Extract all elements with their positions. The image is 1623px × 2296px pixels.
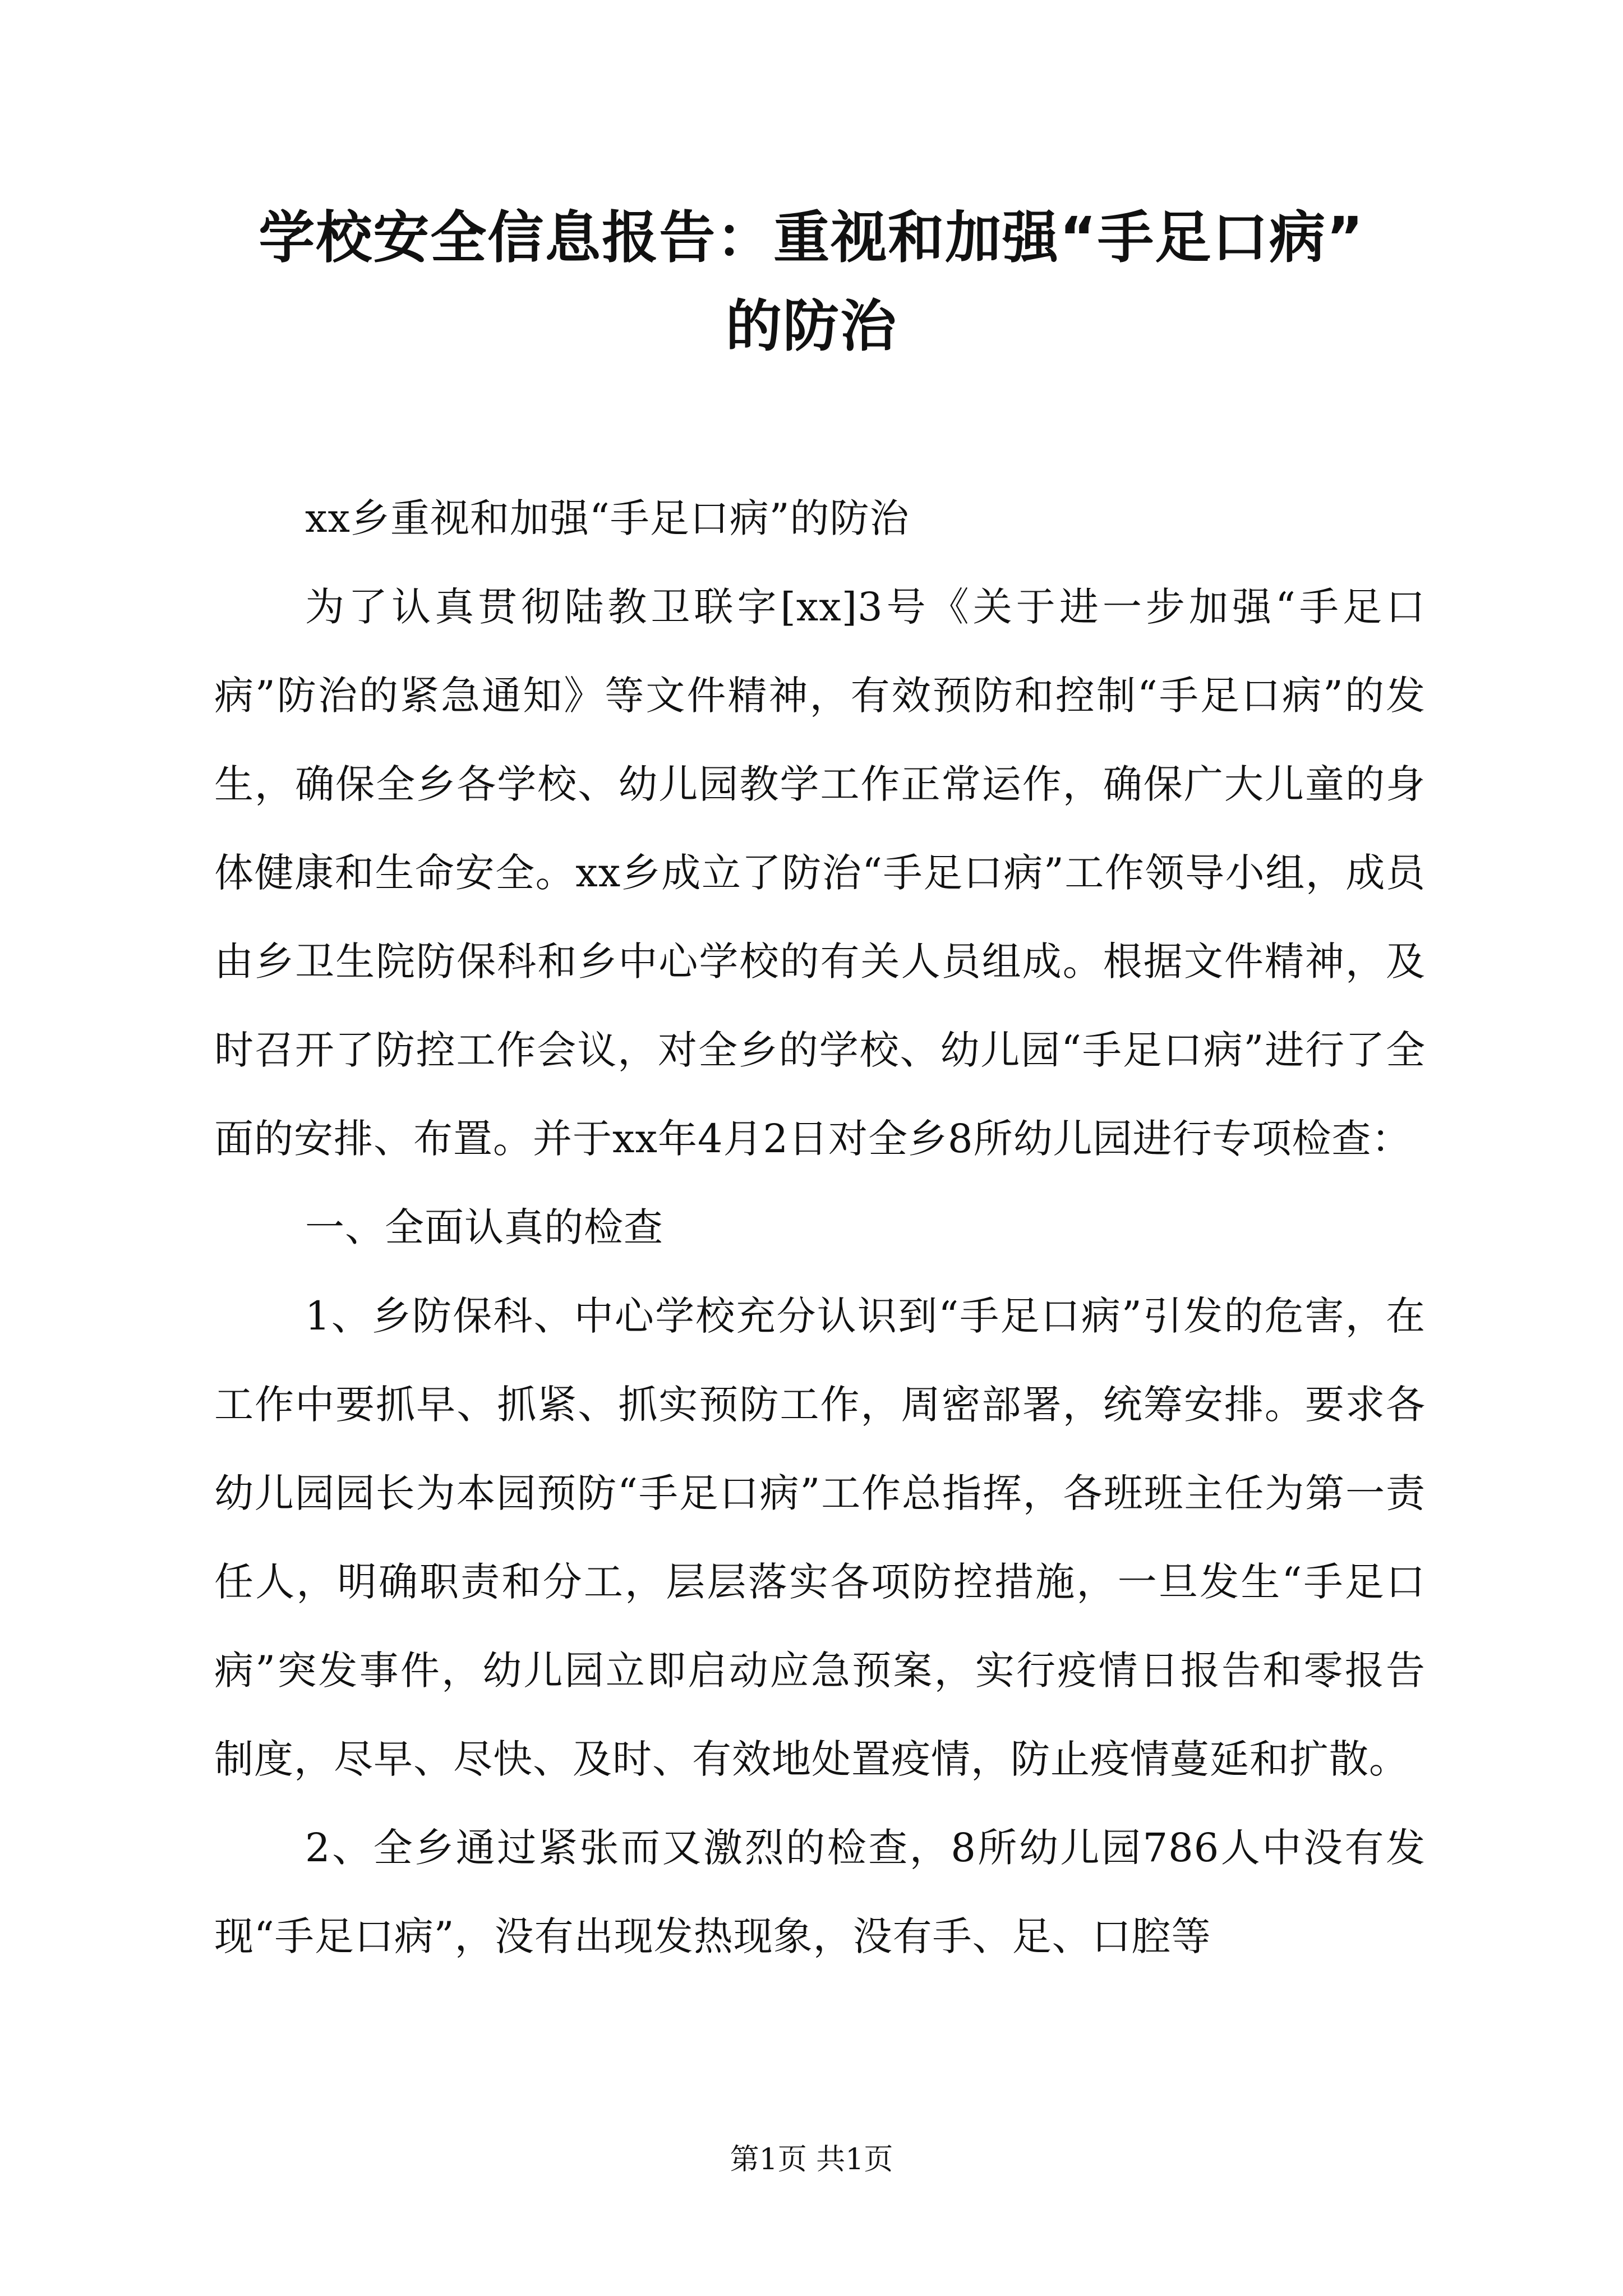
document-body	[214, 474, 1426, 1981]
page-footer	[0, 2140, 1623, 2179]
paragraph-item-2: 2、全乡通过紧张而又激烈的检查，8所幼儿园786人中没有发现“手足口病”，没有出现发热现象，没有手、足、口腔等	[214, 1825, 1426, 1959]
page-number: 第1页 共1页	[730, 2143, 893, 2177]
document-title	[168, 194, 1455, 371]
document-subheading: xx乡重视和加强“手足口病”的防治	[305, 495, 910, 541]
paragraph-item-1: 1、乡防保科、中心学校充分认识到“手足口病”引发的危害，在工作中要抓早、抓紧、抓实预防工作，周密部署，统筹安排。要求各幼儿园园长为本园预防“手足口病”工作总指挥，各班班主任为第一责任人，明确职责和分工，层层落实各项防控措施，一旦发生“手足口病”突发事件，幼儿园立即启动应急预案，实行疫情日报告和零报告制度，尽早、尽快、及时、有效地处置疫情，防止疫情蔓延和扩散。	[214, 1293, 1426, 1782]
paragraph-intro: 为了认真贯彻陆教卫联字[xx]3号《关于进一步加强“手足口病”防治的紧急通知》等文件精神，有效预防和控制“手足口病”的发生，确保全乡各学校、幼儿园教学工作正常运作，确保广大儿童的身体健康和生命安全。xx乡成立了防治“手足口病”工作领导小组，成员由乡卫生院防保科和乡中心学校的有关人员组成。根据文件精神，及时召开了防控工作会议，对全乡的学校、幼儿园“手足口病”进行了全面的安排、布置。并于xx年4月2日对全乡8所幼儿园进行专项检查：	[214, 584, 1426, 1162]
title-line-2: 的防治	[726, 293, 897, 359]
title-line-1: 学校安全信息报告：重视和加强“手足口病”	[259, 205, 1364, 270]
section-heading-1: 一、全面认真的检查	[305, 1204, 663, 1250]
